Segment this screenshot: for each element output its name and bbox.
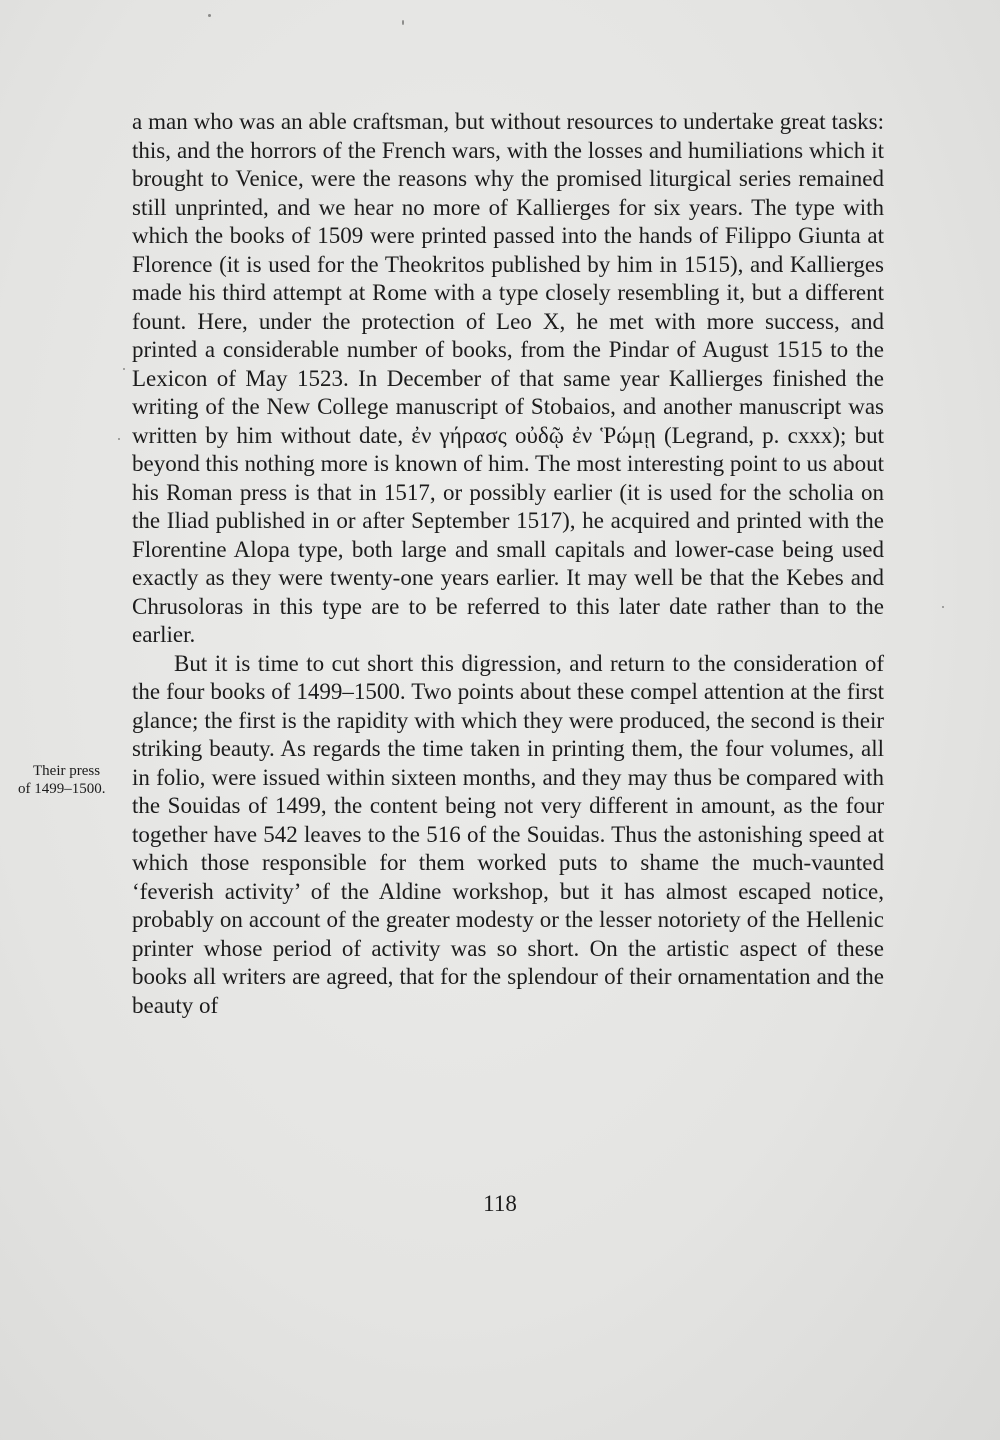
paper-speck xyxy=(402,20,404,25)
paper-speck xyxy=(123,368,125,370)
paper-speck xyxy=(208,14,211,17)
paper-speck xyxy=(118,438,120,440)
paragraph-2: But it is time to cut short this digression, and return to the consideration of the four books of 1499–1500. Two points about these compel attention at the first glance; the first is the rapidity with which they were produced, the second is their striking beauty. As regards the time taken in printing them, the four volumes, all in folio, were issued within sixteen months, and they may thus be compared with the Souidas of 1499, the content being not very different in amount, as the four together have 542 leaves to the 516 of the Souidas. Thus the astonishing speed at which those responsible for them worked puts to shame the much-vaunted ‘feverish activity’ of the Aldine workshop, but it has almost escaped notice, probably on account of the greater modesty or the lesser notoriety of the Hellenic printer whose period of activity was so short. On the artistic aspect of these books all writers are agreed, that for the splendour of their ornamentation and the beauty of xyxy=(132,650,884,1018)
page-number: 118 xyxy=(483,1191,517,1216)
margin-note-line-1: Their press xyxy=(33,763,101,779)
margin-note xyxy=(18,762,130,798)
margin-note-line-2: of 1499–1500. xyxy=(18,781,106,797)
body-text xyxy=(132,108,884,1020)
paper-speck xyxy=(942,606,944,608)
paragraph-1: a man who was an able craftsman, but without resources to undertake great tasks: this, and the horrors of the French wars, with the losses and humiliations which it brought to Venice, were the reasons why the promised liturgical series remained still unprinted, and we hear no more of Kallierges for six years. The type with which the books of 1509 were printed passed into the hands of Filippo Giunta at Florence (it is used for the Theokritos published by him in 1515), and Kallierges made his third attempt at Rome with a type closely resembling it, but a different fount. Here, under the protection of Leo X, he met with more success, and printed a considerable number of books, from the Pindar of August 1515 to the Lexicon of May 1523. In December of that same year Kallierges finished the writing of the New College manuscript of Stobaios, and another manuscript was written by him without date, ἐν γήρασς οὐδῷ ἐν Ῥώμῃ (Legrand, p. cxxx); but beyond this nothing more is known of him. The most interesting point to us about his Roman press is that in 1517, or possibly earlier (it is used for the scholia on the Iliad published in or after September 1517), he acquired and printed with the Florentine Alopa type, both large and small capitals and lower-case being used exactly as they were twenty-one years earlier. It may well be that the Kebes and Chrusoloras in this type are to be referred to this later date rather than to the earlier. xyxy=(132,109,884,647)
